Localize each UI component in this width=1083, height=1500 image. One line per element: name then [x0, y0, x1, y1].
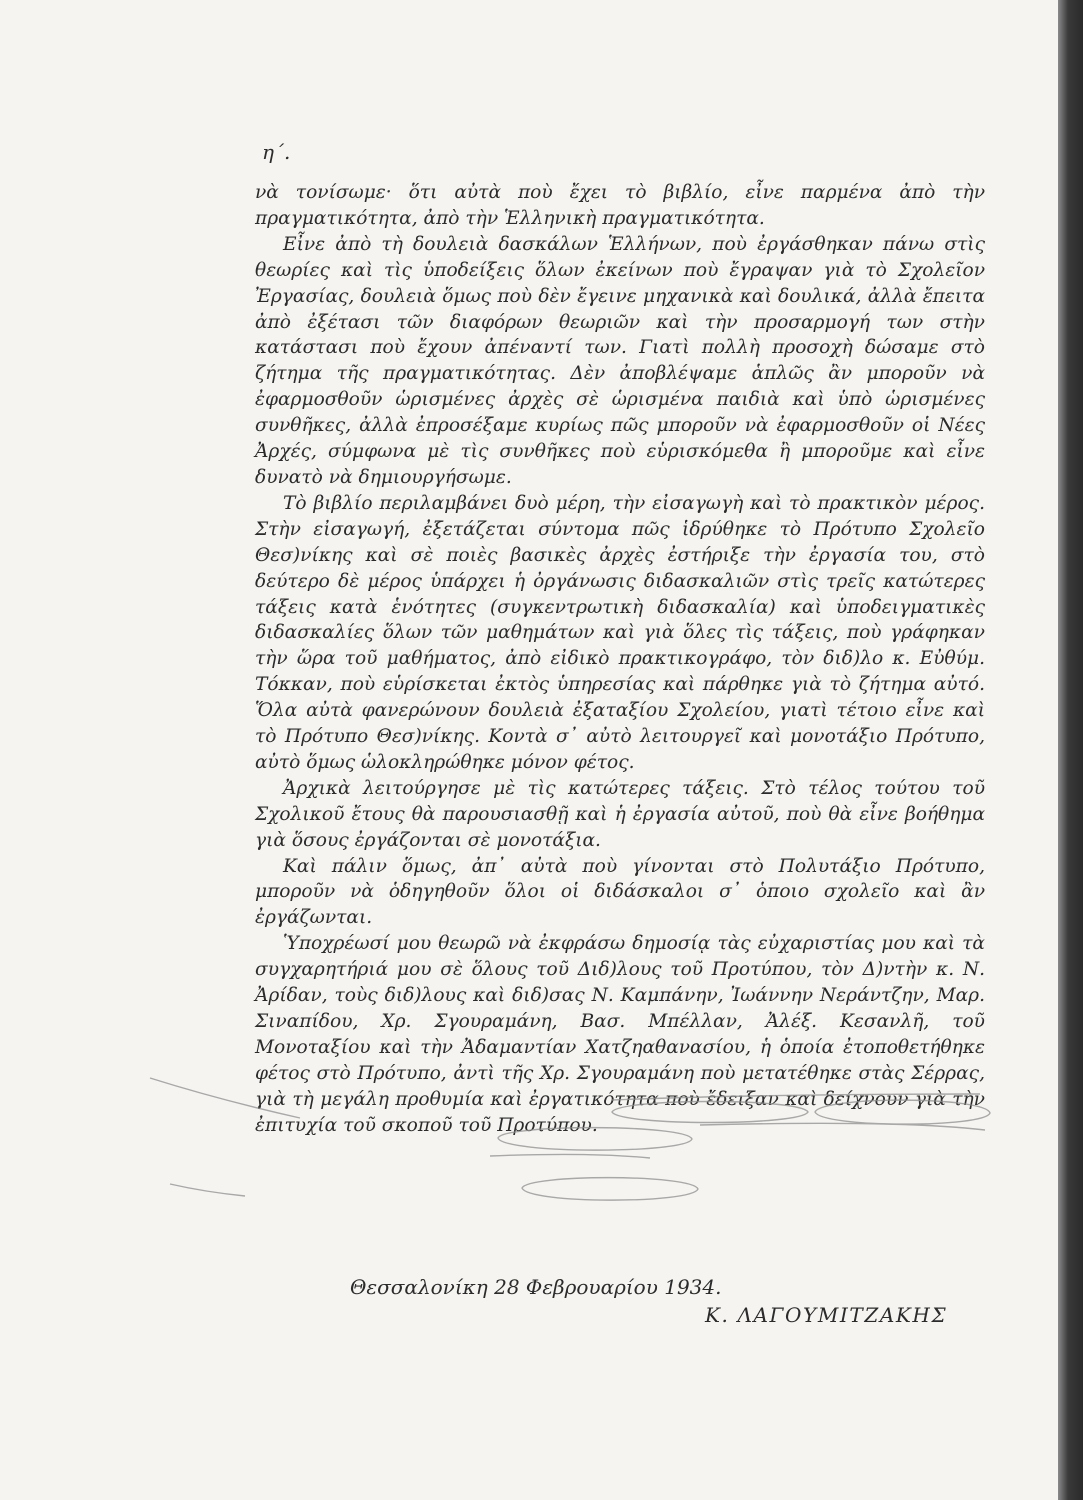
place-date: Θεσσαλονίκη 28 Φεβρουαρίου 1934.	[350, 1275, 722, 1299]
paragraph-2: Εἶνε ἀπὸ τὴ δουλειὰ δασκάλων Ἑλλήνων, ποὺ ἐργάσθηκαν πάνω στὶς θεωρίες καὶ τὶς ὑποδείξεις ὅλων ἐκείνων ποὺ ἔγραψαν γιὰ τὸ Σχολεῖον Ἐργασίας, δουλειὰ ὅμως ποὺ δὲν ἔγεινε μηχανικὰ καὶ δουλικά, ἀλλὰ ἔπειτα ἀπὸ ἐξέτασι τῶν διαφόρων θεωριῶν καὶ τὴν προσαρμογή των στὴν κατάστασι ποὺ ἔχουν ἀπέναντί των. Γιατὶ πολλὴ προσοχὴ δώσαμε στὸ ζήτημα τῆς πραγματικότητας. Δὲν ἀποβλέψαμε ἁπλῶς ἂν μποροῦν νὰ ἐφαρμοσθοῦν ὡρισμένες ἀρχὲς σὲ ὡρισμένα παιδιὰ καὶ ὑπὸ ὡρισμένες συνθῆκες, ἀλλὰ ἐπροσέξαμε κυρίως πῶς μποροῦν νὰ ἐφαρμοσθοῦν οἱ Νέες Ἀρχές, σύμφωνα μὲ τὶς συνθῆκες ποὺ εὑρισκόμεθα ἢ μποροῦμε καὶ εἶνε δυνατὸ νὰ δημιουργήσωμε.	[255, 233, 985, 488]
paragraph-5: Καὶ πάλιν ὅμως, ἀπ᾽ αὐτὰ ποὺ γίνονται στὸ Πολυτάξιο Πρότυπο, μποροῦν νὰ ὁδηγηθοῦν ὅλοι οἱ διδάσκαλοι σ᾽ ὁποιο σχολεῖο καὶ ἂν ἐργάζωνται.	[255, 855, 985, 929]
paragraph-6: Ὑποχρέωσί μου θεωρῶ νὰ ἐκφράσω δημοσίᾳ τὰς εὐχαριστίας μου καὶ τὰ συγχαρητήριά μου σὲ ὅλους τοῦ Διδ)λους τοῦ Προτύπου, τὸν Δ)ντὴν κ. Ν. Ἀρίδαν, τοὺς διδ)λους καὶ διδ)σας Ν. Καμπάνην, Ἰωάννην Νεράντζην, Μαρ. Σιναπίδου, Χρ. Σγουραμάνη, Βασ. Μπέλλαν, Ἀλέξ. Κεσανλῆ, τοῦ Μονοταξίου καὶ τὴν Ἀδαμαντίαν Χατζηαθανασίου, ἡ ὁποία ἐτοποθετήθηκε φέτος στὸ Πρότυπο, ἀντὶ τῆς Χρ. Σγουραμάνη ποὺ μετατέθηκε στὰς Σέρρας, γιὰ τὴ μεγάλη προθυμία καὶ ἐργατικότητα ποὺ ἔδειξαν καὶ δείχνουν γιὰ τὴν ἐπιτυχία τοῦ σκοποῦ τοῦ Προτύπου.	[255, 933, 985, 1136]
paragraph-3: Τὸ βιβλίο περιλαμβάνει δυὸ μέρη, τὴν εἰσαγωγὴ καὶ τὸ πρακτικὸν μέρος. Στὴν εἰσαγωγή, ἐξετάζεται σύντομα πῶς ἱδρύθηκε τὸ Πρότυπο Σχολεῖο Θεσ)νίκης καὶ σὲ ποιὲς βασικὲς ἀρχὲς ἐστήριξε τὴν ἐργασία του, στὸ δεύτερο δὲ μέρος ὑπάρχει ἡ ὀργάνωσις διδασκαλιῶν στὶς τρεῖς κατώτερες τάξεις κατὰ ἑνότητες (συγκεντρωτικὴ διδασκαλία) καὶ ὑποδειγματικὲς διδασκαλίες ὅλων τῶν μαθημάτων καὶ γιὰ ὅλες τὶς τάξεις, ποὺ γράφηκαν τὴν ὥρα τοῦ μαθήματος, ἀπὸ εἰδικὸ πρακτικογράφο, τὸν διδ)λο κ. Εὐθύμ. Τόκκαν, ποὺ εὑρίσκεται ἐκτὸς ὑπηρεσίας καὶ πάρθηκε γιὰ τὸ ζήτημα αὐτό. Ὅλα αὐτὰ φανερώνουν δουλειὰ ἐξαταξίου Σχολείου, γιατὶ τέτοιο εἶνε καὶ τὸ Πρότυπο Θεσ)νίκης. Κοντὰ σ᾽ αὐτὸ λειτουργεῖ καὶ μονοτάξιο Πρότυπο, αὐτὸ ὅμως ὡλοκληρώθηκε μόνον φέτος.	[255, 492, 985, 773]
pencil-margin-line-2	[170, 1184, 245, 1196]
pencil-underline-2	[490, 1154, 650, 1158]
page-edge-shadow	[1058, 0, 1083, 1500]
author-signature: Κ. ΛΑΓΟΥΜΙΤΖΑΚΗΣ	[705, 1303, 948, 1327]
pencil-ellipse-4	[522, 1178, 698, 1201]
paragraph-1: νὰ τονίσωμε· ὅτι αὐτὰ ποὺ ἔχει τὸ βιβλίο, εἶνε παρμένα ἀπὸ τὴν πραγματικότητα, ἀπὸ τὴν Ἑλληνικὴ πραγματικότητα.	[255, 182, 985, 229]
page-number: η΄.	[262, 140, 291, 164]
paragraph-4: Ἀρχικὰ λειτούργησε μὲ τὶς κατώτερες τάξεις. Στὸ τέλος τούτου τοῦ Σχολικοῦ ἔτους θὰ παρουσιασθῇ καὶ ἡ ἐργασία αὐτοῦ, ποὺ θὰ εἶνε βοήθημα γιὰ ὅσους ἐργάζονται σὲ μονοτάξια.	[255, 777, 985, 851]
preface-text	[255, 180, 985, 1139]
